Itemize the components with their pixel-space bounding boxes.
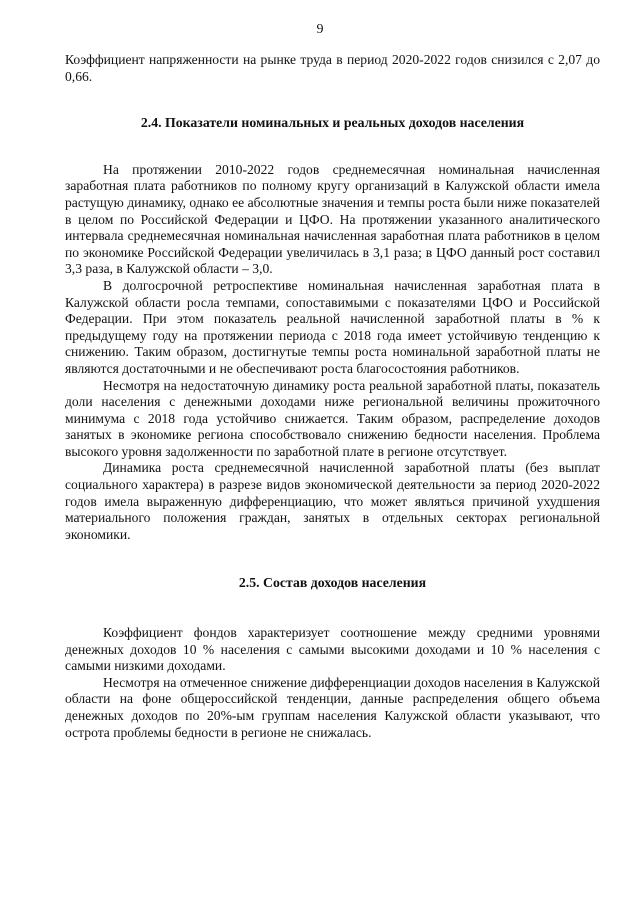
section-2-4-paragraph-3: Несмотря на недостаточную динамику роста реальной заработной платы, показатель доли населения с денежными доходами ниже региональной величины прожиточного минимума с 2018 года устойчиво снижается. Таким образом, распределение доходов занятых в экономике региона способствовало снижению бедности населения. Проблема высокого уровня задолженности по заработной плате в регионе отсутствует.	[65, 377, 600, 459]
section-2-5-paragraph-2: Несмотря на отмеченное снижение дифференциации доходов населения в Калужской области на фоне общероссийской тенденции, данные распределения общего объема денежных доходов по 20%-ым группам населения Калужской области указывают, что острота проблемы бедности в регионе не снижалась.	[65, 674, 600, 740]
section-2-5-heading: 2.5. Состав доходов населения	[238, 575, 427, 591]
page-content	[65, 52, 600, 741]
page-number: 9	[316, 22, 324, 37]
section-2-5-paragraph-1: Коэффициент фондов характеризует соотношение между средними уровнями денежных доходов 10 % населения с самыми высокими доходами и 10 % населения с самыми низкими доходами.	[65, 625, 600, 674]
intro-paragraph: Коэффициент напряженности на рынке труда в период 2020-2022 годов снизился с 2,07 до 0,66.	[65, 52, 600, 84]
section-2-4-paragraph-1: На протяжении 2010-2022 годов среднемесячная номинальная начисленная заработная плата работников по полному кругу организаций в Калужской области имела растущую динамику, однако ее абсолютные значения и темпы роста были ниже показателей в целом по Российской Федерации и ЦФО. На протяжении указанного аналитического интервала среднемесячная номинальная начисленная заработная плата работников в целом по экономике Российской Федерации увеличилась в 3,1 раза; в ЦФО данный рост составил 3,3 раза, в Калужской области – 3,0.	[65, 161, 600, 277]
section-2-4-heading: 2.4. Показатели номинальных и реальных доходов населения	[140, 115, 525, 131]
section-2-4-paragraph-4: Динамика роста среднемесячной начисленной заработной платы (без выплат социального характера) в разрезе видов экономической деятельности за период 2020-2022 годов имела выраженную дифференциацию, что может являться причиной ухудшения материального положения граждан, занятых в отдельных секторах региональной экономики.	[65, 460, 600, 542]
section-2-4-paragraph-2: В долгосрочной ретроспективе номинальная начисленная заработная плата в Калужской области росла темпами, сопоставимыми с показателями ЦФО и Российской Федерации. При этом показатель реальной начисленной заработной платы в % к предыдущему году на протяжении периода с 2018 года имеет устойчивую тенденцию к снижению. Таким образом, достигнутые темпы роста номинальной заработной платы не являются достаточными и не обеспечивают роста благосостояния работников.	[65, 277, 600, 376]
